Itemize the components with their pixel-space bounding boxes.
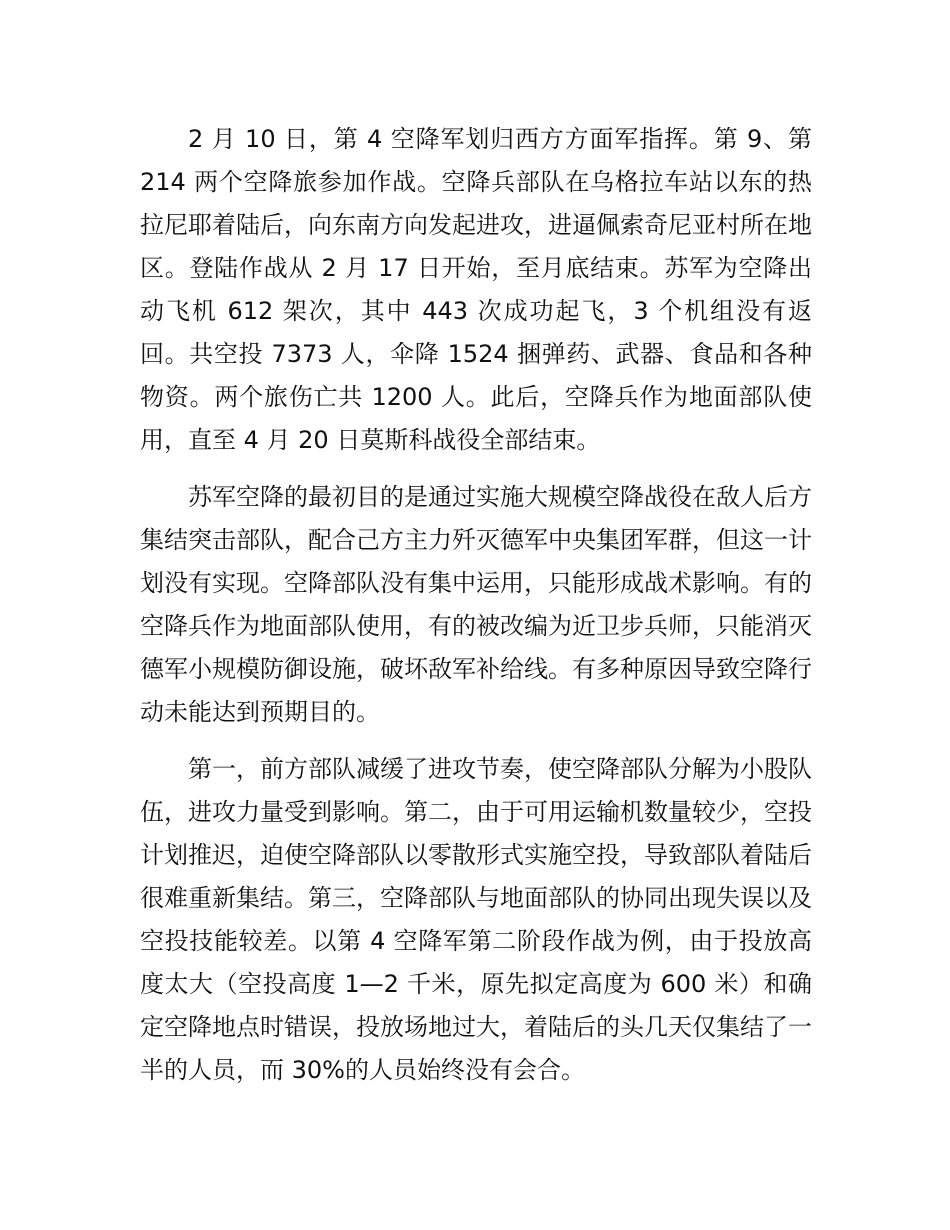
paragraph-2: 苏军空降的最初目的是通过实施大规模空降战役在敌人后方集结突击部队，配合己方主力歼灭德军中央集团军群，但这一计划没有实现。空降部队没有集中运用，只能形成战术影响。有的空降兵作为地面部队使用，有的被改编为近卫步兵师，只能消灭德军小规模防御设施，破坏敌军补给线。有多种原因导致空降行动未能达到预期目的。 — [140, 483, 812, 726]
paragraph-1: 2 月 10 日，第 4 空降军划归西方方面军指挥。第 9、第 214 两个空降旅参加作战。空降兵部队在乌格拉车站以东的热拉尼耶着陆后，向东南方向发起进攻，进逼佩索奇尼亚村所在地区。登陆作战从 2 月 17 日开始，至月底结束。苏军为空降出动飞机 612 架次，其中 443 次成功起飞，3 个机组没有返回。共空投 7373 人，伞降 1524 捆弹药、武器、食品和各种物资。两个旅伤亡共 1200 人。此后，空降兵作为地面部队使用，直至 4 月 20 日莫斯科战役全部结束。 — [140, 125, 812, 454]
paragraph-3: 第一，前方部队减缓了进攻节奏，使空降部队分解为小股队伍，进攻力量受到影响。第二，由于可用运输机数量较少，空投计划推迟，迫使空降部队以零散形式实施空投，导致部队着陆后很难重新集结。第三，空降部队与地面部队的协同出现失误以及空投技能较差。以第 4 空降军第二阶段作战为例，由于投放高度太大（空投高度 1—2 千米，原先拟定高度为 600 米）和确定空降地点时错误，投放场地过大，着陆后的头几天仅集结了一半的人员，而 30%的人员始终没有会合。 — [140, 755, 812, 1084]
document-body — [140, 118, 812, 1106]
